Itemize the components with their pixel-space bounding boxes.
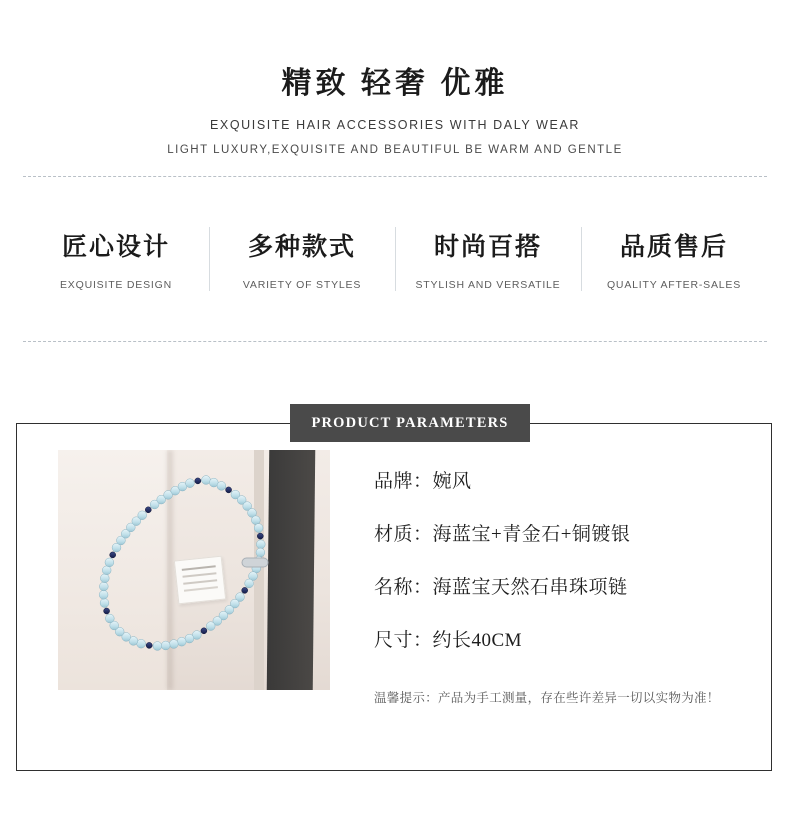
- feature-item-service: [581, 221, 767, 297]
- header-subtitle-primary: EXQUISITE HAIR ACCESSORIES WITH DALY WEAR: [209, 118, 581, 132]
- spec-brand: 品牌：婉风: [374, 471, 472, 492]
- feature-band: [23, 176, 767, 342]
- feature-title-en: QUALITY AFTER-SALES: [606, 279, 742, 291]
- header-subtitle-secondary: LIGHT LUXURY,EXQUISITE AND BEAUTIFUL BE WARM AND GENTLE: [167, 144, 623, 156]
- page-header: [0, 0, 790, 156]
- feature-title-en: EXQUISITE DESIGN: [60, 279, 172, 291]
- product-photo: [58, 450, 330, 690]
- page-title: 精致 轻奢 优雅: [281, 67, 509, 100]
- feature-title-cn: 多种款式: [247, 234, 356, 261]
- feature-item-design: [23, 221, 209, 297]
- spec-material: 材质：海蓝宝+青金石+铜镀银: [374, 524, 631, 545]
- feature-title-en: VARIETY OF STYLES: [242, 279, 362, 291]
- feature-title-cn: 品质售后: [619, 234, 728, 261]
- product-parameters-section: [16, 404, 774, 784]
- spec-disclaimer: 温馨提示：产品为手工测量，存在些许差异一切以实物为准！: [374, 691, 720, 705]
- feature-item-versatile: [395, 221, 581, 297]
- spec-size: 尺寸：约长40CM: [374, 630, 523, 651]
- feature-title-cn: 匠心设计: [61, 234, 170, 261]
- necklace-illustration: [58, 450, 330, 690]
- feature-title-en: STYLISH AND VERSATILE: [415, 279, 561, 291]
- feature-item-styles: [209, 221, 395, 297]
- spec-list: [374, 466, 754, 706]
- feature-title-cn: 时尚百搭: [433, 234, 542, 261]
- product-parameters-badge: PRODUCT PARAMETERS: [290, 404, 530, 442]
- spec-name: 名称：海蓝宝天然石串珠项链: [374, 577, 628, 598]
